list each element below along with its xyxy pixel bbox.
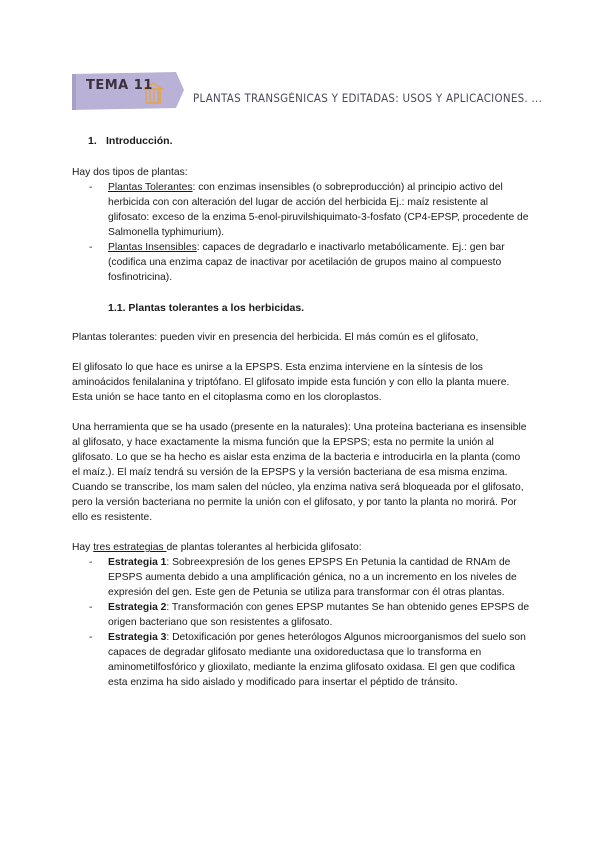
strategy-label: Estrategia 1	[108, 557, 167, 568]
list-item	[108, 240, 530, 285]
strategy-text: : Detoxificación por genes heterólogos Algunos microorganismos del suelo son capaces de degradar glifosato mediante una oxidoreductasa que lo transforma en aminometilfosfórico y glioxilato, mediante la enzima glifosato oxidasa. El gen que codifica esta enzima ha sido aislado y modificado para insertar el péptido de tránsito.	[108, 632, 526, 688]
term-description: : capaces de degradarlo e inactivarlo metabólicamente. Ej.: gen bar (codifica una enzima capaz de inactivar por acetilación de grupos maino al compuesto fosfinotricina).	[108, 242, 505, 283]
strategies-lead	[72, 540, 530, 555]
list-item	[108, 555, 530, 600]
term-insensibles: Plantas Insensibles	[108, 242, 197, 253]
subsection-heading: 1.1. Plantas tolerantes a los herbicidas.	[108, 302, 305, 314]
strategies-list	[72, 555, 530, 690]
intro-lead: Hay dos tipos de plantas:	[72, 167, 188, 178]
tema-label: TEMA 11	[86, 78, 153, 93]
strategy-label: Estrategia 2	[108, 602, 167, 613]
strategy-text: : Transformación con genes EPSP mutantes Se han obtenido genes EPSPS de origen bacteriano que son resistentes a glifosato.	[108, 602, 530, 628]
paragraph: Plantas tolerantes: pueden vivir en presencia del herbicida. El más común es el glifosato,	[72, 332, 479, 343]
plant-types-list	[72, 180, 530, 285]
lead-underlined: tres estrategias	[93, 542, 167, 553]
section-heading-intro	[72, 134, 530, 149]
paragraph: El glifosato lo que hace es unirse a la EPSPS. Esta enzima interviene en la síntesis de los aminoácidos fenilalanina y triptófano. El glifosato impide esta función y con ello la planta muere. Esta unión se hace tanto en el citoplasma como en los cloroplastos.	[72, 362, 510, 403]
list-item	[108, 180, 530, 240]
term-tolerantes: Plantas Tolerantes	[108, 182, 193, 193]
strategy-text: : Sobreexpresión de los genes EPSPS En Petunia la cantidad de RNAm de EPSPS aumenta debido a una amplificación génica, no a un incremento en los niveles de expresión del gen. Este gen de Petunia se utiliza para transformar con él otras plantas.	[108, 557, 517, 598]
paragraph: Una herramienta que se ha usado (presente en la naturales): Una proteína bacteriana es insensible al glifosato, y hace exactamente la misma función que la EPSPS; esta no permite la unión al glifosato. Lo que se ha hecho es aislar esta enzima de la bacteria e introducirla en la planta (como el maíz.). El maíz tendrá su versión de la EPSPS y la versión bacteriana de esa misma enzima. Cuando se transcribe, los mam salen del núcleo, yla enzima nativa será bloqueada por el glifosato, pero la versión bacteriana no permite la unión con el glifosato, y por tanto la planta no morirá. Por ello es resistente.	[72, 422, 527, 523]
term-description: : con enzimas insensibles (o sobreproducción) al principio activo del herbicida con con alteración del lugar de acción del herbicida Ej.: maíz resistente al glifosato: exceso de la enzima 5-enol-piruvilshiquimato-3-fosfato (CP4-EPSP, procedente de Salmonella typhimurium).	[108, 182, 529, 238]
list-item	[108, 600, 530, 630]
document-title: PLANTAS TRANSGÉNICAS Y EDITADAS: USOS Y APLICACIONES. ...	[193, 92, 543, 105]
section-number: 1.	[88, 135, 97, 147]
lead-text: Hay	[72, 542, 94, 553]
document-body	[72, 134, 530, 690]
strategy-label: Estrategia 3	[108, 632, 167, 643]
lead-text: de plantas tolerantes al herbicida glifosato:	[166, 542, 362, 553]
section-title: Introducción.	[106, 135, 173, 147]
list-item	[108, 630, 530, 690]
